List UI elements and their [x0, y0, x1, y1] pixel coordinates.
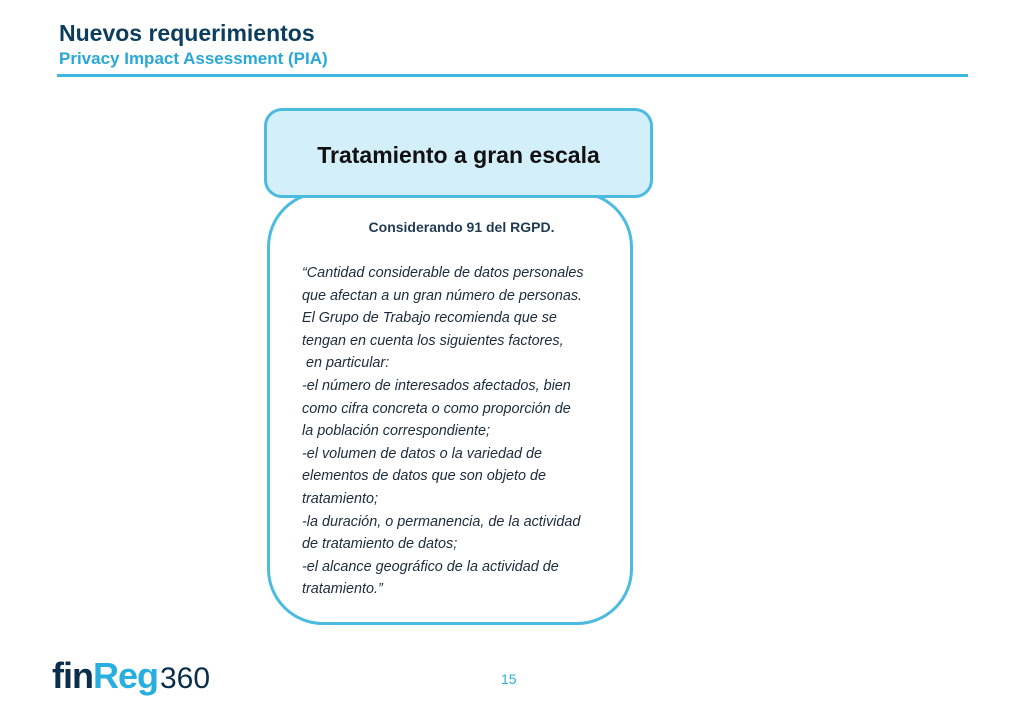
quote-text	[302, 262, 632, 601]
quote-line: -el volumen de datos o la variedad de	[302, 445, 542, 462]
quote-line: El Grupo de Trabajo recomienda que se	[302, 310, 557, 327]
quote-line: tratamiento;	[302, 490, 378, 507]
quote-line: de tratamiento de datos;	[302, 536, 458, 553]
card-title-box	[264, 108, 653, 198]
quote-line: tengan en cuenta los siguientes factores,	[302, 332, 564, 349]
page-subtitle: Privacy Impact Assessment (PIA)	[59, 49, 328, 68]
finreg360-logo	[52, 655, 210, 701]
quote-line: como cifra concreta o como proporción de	[302, 400, 571, 417]
quote-line: la población correspondiente;	[302, 423, 491, 440]
logo-360-text: 360	[160, 662, 211, 695]
quote-line: -la duración, o permanencia, de la actividad	[302, 513, 581, 530]
slide-header	[59, 18, 328, 70]
quote-line: -el número de interesados afectados, bien	[302, 377, 571, 394]
quote-line: -el alcance geográfico de la actividad de	[302, 558, 559, 575]
quote-line: que afectan a un gran número de personas.	[302, 287, 583, 304]
page-number: 15	[501, 671, 517, 687]
page-title: Nuevos requerimientos	[59, 20, 315, 46]
header-divider	[57, 74, 968, 77]
card-heading: Considerando 91 del RGPD.	[368, 219, 555, 235]
logo-reg-text: Reg	[92, 655, 158, 696]
quote-line: elementos de datos que son objeto de	[302, 468, 547, 485]
logo-fin-text: fin	[52, 655, 93, 696]
card-title: Tratamiento a gran escala	[317, 141, 600, 168]
quote-line: en particular:	[302, 355, 390, 372]
quote-line: “Cantidad considerable de datos personales	[302, 265, 584, 281]
quote-line: tratamiento.”	[302, 581, 383, 598]
